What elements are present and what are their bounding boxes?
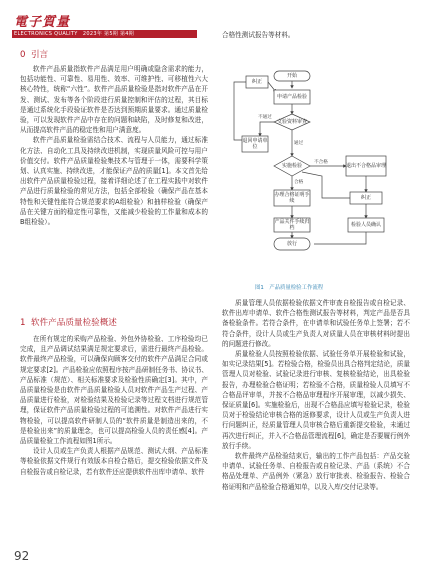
paragraph-intro-2: 软件产品质量检验需结合技术、流程与人员能力，通过标准化方法、自动化工具及持续改进机制，实现质量风险可控与用户价值交付。软件产品质量检验集技术与管理于一体，需要科学策划、认真实施、持续改进，才能保证产品的质量[1]。本文首先给出软件产品质量检验过程，接着详细论述了在工程实践中对软件产品进行质量检验的常见方法，包括全部检验（确保产品在基本特性和关键性能符合规范要求的A组检验）和抽样检验（确保产品在关键方面的稳定性可靠性，又能减少检验的工作量和成本的B组检验）。 (20, 136, 208, 227)
section-title: 软件产品质量检验概述 (30, 318, 117, 328)
flow-label-not-pass: 不通过 (258, 115, 272, 120)
figure-caption: 图1 产品质量检验工作流程 (255, 285, 324, 291)
paragraph-outputs: 软件最终产品检验结束后，输出的工作产品包括：产品交验申请单、试验任务单、自检报告或自检记录、产品（系统）不合格品处理单、产品例外（紧急）放行审批表、检验报告、检验合格证明和产品检验合格通知单，以及入库/交付记录等。 (222, 452, 410, 491)
flow-review: 文验资料审查 (277, 118, 308, 125)
flow-return-unit: 退回申请单位 (242, 137, 268, 150)
flow-correct-left: 纠正 (251, 78, 262, 85)
flow-certificate: 办理合格证明手续 (274, 191, 310, 204)
flow-form-archive: 产品关件手续归档 (274, 218, 310, 231)
journal-title: 電子質量 (14, 15, 71, 30)
section-number: 0 (20, 50, 26, 60)
left-column (20, 48, 208, 227)
flowchart (222, 68, 412, 274)
flow-correct-right: 纠正 (360, 194, 371, 201)
section-title: 引言 (30, 50, 49, 60)
flow-label-not-qualified: 不合格 (314, 160, 328, 165)
paragraph-inspection: 质量检验人员按照检验依据、试验任务单开展检验和试验，如实记录结果[5]。若检验合格，检验员出具合格判定结论，质量管理人员对检验、试验记录进行审核、复核检验结论，出具检验报告，办理检验合格证明；若检验不合格，质量检验人员填写不合格品评审单，并按不合格品审理程序开展审理，以减少损失、保证质量[6]。实施检验后，出现不合格品应填写检验记录，检验员对于检验结论审核合格的返修要求，设计人员或生产负责人进行问题纠正，经质量管理人员审核合格后重新提交检验，未通过再次进行纠正，并入不合格品管理流程[6]，确定是否要履行例外放行手续。 (222, 350, 410, 450)
flow-label-qualified: 合格 (294, 180, 304, 185)
paragraph-overview-1: 在所有规定的采购产品检验、外包外协检验、工序检验均已完成，且产品调试结果满足规定要求后，需进行最终产品检验。软件最终产品检验，可以确保向顾客交付的软件产品满足合同或规定要求[2]。产品检验应依照程序按产品研制任务书、协议书、产品标准（规范）、相关标准要求及检验性质确定[3]。其中，产品质量检验是由软件产品质量检验人员对软件产品生产过程、产品质量进行检验，对检验结果及检验记录等过程文档进行规范管理，保证软件产品质量检验过程的可追溯性。对软件产品进行实物检验，可以提高软件研制人员的“软件质量是制造出来的，不是检验出来”的质量理念，也可以提高检验人员的责任感[4]。产品质量检验工作流程如图1所示。 (20, 335, 208, 446)
paragraph-continuation: 合格性测试报告等材料。 (222, 31, 295, 39)
paragraph-intro-1: 软件产品质量指软件产品满足用户明确或隐含需求的能力，包括功能性、可靠性、易用性、效率、可维护性、可移植性六大核心特性，统称“六性”。软件产品质量检验是指对软件产品在开发、测试、发布等各个阶段进行质量控制和评估的过程，其目标是通过系统化手段验证软件是否达到预期质量要求。通过质量检验，可以发现软件产品中存在的问题和缺陷，及时修复和改进，从而提高软件产品的稳定性和用户满意度。 (20, 65, 208, 135)
section-number: 1 (20, 318, 26, 328)
right-column-top (222, 30, 410, 40)
page-number: 92 (14, 549, 30, 563)
section-heading-intro (20, 48, 208, 60)
section-heading-overview (20, 316, 208, 328)
flow-start: 开始 (286, 72, 297, 79)
flow-apply: 申请产品检验 (276, 93, 307, 100)
flow-implement: 实施检验 (281, 162, 302, 169)
right-column (222, 298, 410, 492)
flow-label-pass: 通过 (294, 141, 304, 146)
flow-release: 放行 (286, 240, 297, 247)
flow-inspector-confirm: 检验人员确认 (350, 221, 381, 228)
paragraph-review: 质量管理人员依据检验依据文件审查自检报告或自检记录、软件出库申请单、软件合格性测试报告等材料，判定产品是否具备检验条件。若符合条件，在申请单和试验任务单上签署；若不符合条件，设计人员或生产负责人对质量人员在审核材料时提出的问题进行修改。 (222, 299, 410, 348)
paragraph-overview-2: 设计人员或生产负责人根据产品规范、测试大纲、产品标准等检验依据文件规行有效版本自检合格后，提交检验依据文件及自检报告或自检记录，若有软件还应提供软件出库申请单、软件 (20, 447, 208, 476)
journal-banner-text: ELECTRONICS QUALITY 2023年 第5期 第4期 (14, 30, 135, 37)
left-column-section1 (20, 316, 208, 477)
flow-nonconform: 退出不合格品审理 (346, 162, 387, 169)
